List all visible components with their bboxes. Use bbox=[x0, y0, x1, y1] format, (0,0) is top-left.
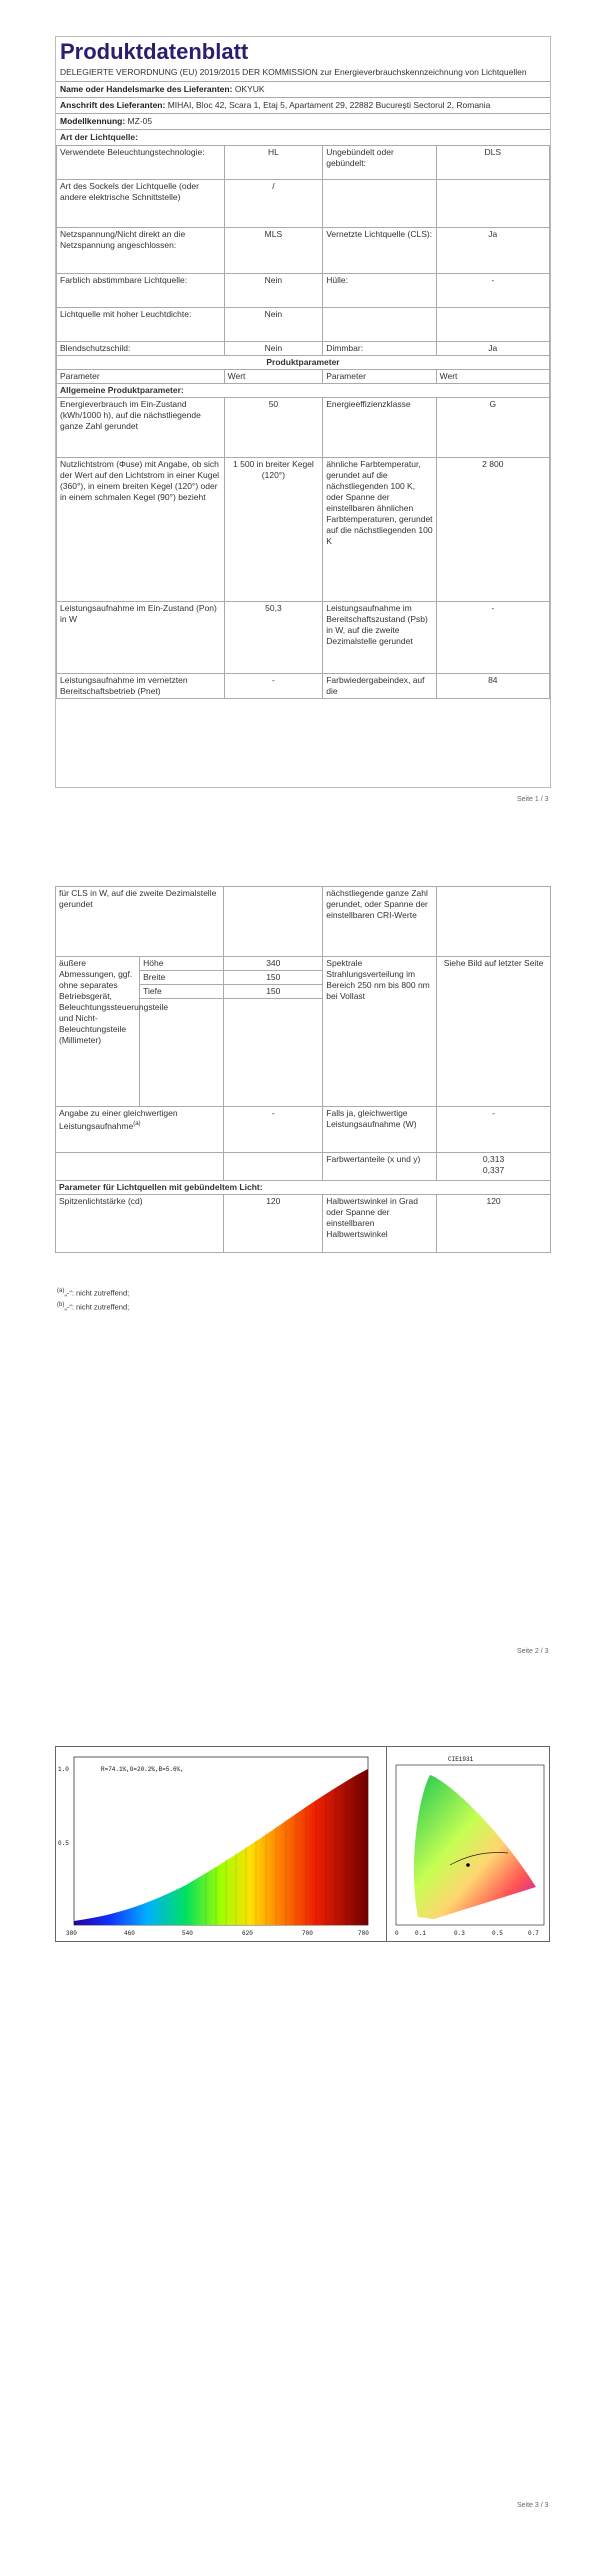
table-cell: - bbox=[437, 1107, 551, 1153]
table-cell: Energieeffizienzklasse bbox=[323, 398, 436, 458]
table-cell: Nein bbox=[224, 274, 323, 308]
x-tick-label: 700 bbox=[302, 1930, 313, 1937]
table-row bbox=[57, 674, 550, 699]
light-source-section: Art der Lichtquelle: bbox=[56, 129, 550, 145]
table-cell: 50 bbox=[224, 398, 323, 458]
cie-tick: 0.7 bbox=[528, 1930, 539, 1937]
table-row bbox=[57, 308, 550, 342]
cie-tick: 0 bbox=[395, 1930, 399, 1937]
address-row bbox=[56, 97, 550, 113]
table-cell: Ja bbox=[436, 228, 549, 274]
table-cell: Nutzlichtstrom (Φuse) mit Angabe, ob sich der Wert auf den Lichtstrom in einer Kugel (360°), in einem breiten Kegel (120°) oder in einem schmalen Kegel (90°) bezieht bbox=[57, 458, 225, 602]
table-row bbox=[56, 1181, 551, 1195]
table-row bbox=[57, 274, 550, 308]
table-cell bbox=[436, 180, 549, 228]
x-tick-label: 780 bbox=[358, 1930, 369, 1937]
table-row bbox=[57, 146, 550, 180]
table-cell: Siehe Bild auf letzter Seite bbox=[437, 957, 551, 1107]
table-cell: G bbox=[436, 398, 549, 458]
table-cell: 2 800 bbox=[436, 458, 549, 602]
table-cell: - bbox=[224, 674, 323, 699]
cie-title: CIE1931 bbox=[448, 1756, 474, 1763]
x-tick-label: 620 bbox=[242, 1930, 253, 1937]
table-cell: für CLS in W, auf die zweite Dezimalstelle gerundet bbox=[56, 887, 224, 957]
table-row bbox=[57, 384, 550, 398]
dim-key: Tiefe bbox=[140, 985, 224, 999]
table-cell: Blendschutzschild: bbox=[57, 342, 225, 356]
table-cell: Hülle: bbox=[323, 274, 436, 308]
figure-divider bbox=[386, 1747, 387, 1941]
table-cell: Nein bbox=[224, 308, 323, 342]
continuation-table bbox=[55, 886, 551, 1253]
table-cell bbox=[323, 180, 436, 228]
dim-key: Breite bbox=[140, 971, 224, 985]
model-label: Modellkennung: bbox=[60, 116, 126, 126]
model-row bbox=[56, 113, 550, 129]
table-cell: äußere Abmessungen, ggf. ohne separates Betriebsgerät, Beleuchtungssteuerungsteile und Nicht-Beleuchtungsteile (Millimeter) bbox=[56, 957, 140, 1107]
cie-horseshoe bbox=[414, 1775, 536, 1919]
supplier-row bbox=[56, 81, 550, 97]
x-tick-label: 380 bbox=[66, 1930, 77, 1937]
table-cell bbox=[224, 1153, 323, 1181]
table-cell: nächstliegende ganze Zahl gerundet, oder Spanne der einstellbaren CRI-Werte bbox=[323, 887, 437, 957]
page-number: Seite 2 / 3 bbox=[517, 1648, 549, 1655]
address-label: Anschrift des Lieferanten: bbox=[60, 100, 166, 110]
table-row bbox=[57, 398, 550, 458]
table-cell: 1 500 in breiter Kegel (120°) bbox=[224, 458, 323, 602]
table-cell: Angabe zu einer gleichwertigen Leistungsaufnahme$^{(a)}$ bbox=[56, 1107, 224, 1153]
table-row bbox=[57, 356, 550, 370]
table-cell: 84 bbox=[436, 674, 549, 699]
footnote-b: $^{(b)}$„-“: nicht zutreffend; bbox=[57, 1302, 130, 1312]
dls-section-title: Parameter für Lichtquellen mit gebündeltem Licht: bbox=[56, 1181, 551, 1195]
table-cell bbox=[323, 308, 436, 342]
table-cell: Ungebündelt oder gebündelt: bbox=[323, 146, 436, 180]
table-cell: Farbwiedergabeindex, auf die bbox=[323, 674, 436, 699]
table-cell: Farblich abstimmbare Lichtquelle: bbox=[57, 274, 225, 308]
table-cell: Dimmbar: bbox=[323, 342, 436, 356]
table-cell: Spitzenlichtstärke (cd) bbox=[56, 1195, 224, 1253]
table-cell: Verwendete Beleuchtungstechnologie: bbox=[57, 146, 225, 180]
table-cell: Leistungsaufnahme im Ein-Zustand (Pon) in W bbox=[57, 602, 225, 674]
color-y-value: 0,337 bbox=[482, 1165, 505, 1175]
supplier-label: Name oder Handelsmarke des Lieferanten: bbox=[60, 84, 233, 94]
color-x-value: 0,313 bbox=[482, 1154, 505, 1164]
table-cell bbox=[437, 1153, 551, 1181]
footnote-a: $^{(a)}$„-“: nicht zutreffend; bbox=[57, 1288, 130, 1298]
table-cell bbox=[437, 887, 551, 957]
table-cell: - bbox=[224, 1107, 323, 1153]
cie-tick: 0.1 bbox=[415, 1930, 426, 1937]
table-row bbox=[56, 957, 551, 971]
column-header: Parameter bbox=[57, 370, 225, 384]
light-source-table bbox=[56, 145, 550, 699]
dim-value: 150 bbox=[224, 985, 323, 999]
dim-value: 340 bbox=[224, 957, 323, 971]
table-cell: Ja bbox=[436, 342, 549, 356]
table-row bbox=[57, 342, 550, 356]
rgb-note: R=74.1%,G=20.2%,B=5.6%, bbox=[101, 1766, 184, 1773]
page-number: Seite 3 / 3 bbox=[517, 2502, 549, 2509]
y-tick-label: 1.0 bbox=[58, 1766, 69, 1773]
table-row bbox=[56, 1195, 551, 1253]
table-row bbox=[57, 180, 550, 228]
params-section-title: Produktparameter bbox=[57, 356, 550, 370]
cie-diagram bbox=[388, 1747, 550, 1941]
dim-key: Höhe bbox=[140, 957, 224, 971]
table-cell: Spektrale Strahlungsverteilung im Bereich 250 nm bis 800 nm bei Vollast bbox=[323, 957, 437, 1107]
datasheet-page-1 bbox=[55, 36, 551, 788]
table-cell: DLS bbox=[436, 146, 549, 180]
table-cell: Halbwertswinkel in Grad oder Spanne der einstellbaren Halbwertswinkel bbox=[323, 1195, 437, 1253]
supplier-value: OKYUK bbox=[234, 84, 265, 94]
column-header: Wert bbox=[436, 370, 549, 384]
y-tick-label: 0.5 bbox=[58, 1840, 69, 1847]
datasheet-page-2 bbox=[55, 886, 551, 1253]
spectrum-curve bbox=[74, 1769, 368, 1925]
table-cell: 120 bbox=[437, 1195, 551, 1253]
table-cell bbox=[224, 887, 323, 957]
spectrum-figure-frame bbox=[55, 1746, 550, 1942]
table-cell: Art des Sockels der Lichtquelle (oder andere elektrische Schnittstelle) bbox=[57, 180, 225, 228]
regulation-subtitle: DELEGIERTE VERORDNUNG (EU) 2019/2015 DER KOMMISSION zur Energieverbrauchskennzeichnung von Lichtquellen bbox=[60, 67, 527, 77]
address-value: MIHAI, Bloc 42, Scara 1, Etaj 5, Apartament 29, 22882 București Sectorul 2, Romania bbox=[167, 100, 491, 110]
table-cell: ähnliche Farbtemperatur, gerundet auf die nächstliegenden 100 K, oder Spanne der einstellbaren ähnlichen Farbtemperaturen, gerundet auf die nächstliegenden 100 K bbox=[323, 458, 436, 602]
table-cell: 50,3 bbox=[224, 602, 323, 674]
table-cell: - bbox=[436, 602, 549, 674]
table-cell: - bbox=[436, 274, 549, 308]
cie-tick: 0.5 bbox=[492, 1930, 503, 1937]
table-cell: Falls ja, gleichwertige Leistungsaufnahme (W) bbox=[323, 1107, 437, 1153]
table-cell bbox=[140, 999, 224, 1107]
table-cell bbox=[56, 1153, 224, 1181]
page-title: Produktdatenblatt bbox=[60, 39, 249, 64]
column-header: Wert bbox=[224, 370, 323, 384]
white-point bbox=[466, 1863, 470, 1867]
table-row bbox=[56, 887, 551, 957]
page-number: Seite 1 / 3 bbox=[517, 796, 549, 803]
table-cell: / bbox=[224, 180, 323, 228]
table-cell: Energieverbrauch im Ein-Zustand (kWh/1000 h), auf die nächstliegende ganze Zahl gerundet bbox=[57, 398, 225, 458]
table-header-row bbox=[57, 370, 550, 384]
x-tick-label: 540 bbox=[182, 1930, 193, 1937]
table-cell: Farbwertanteile (x und y) bbox=[323, 1153, 437, 1181]
table-cell bbox=[224, 999, 323, 1107]
column-header: Parameter bbox=[323, 370, 436, 384]
x-tick-label: 460 bbox=[124, 1930, 135, 1937]
table-row bbox=[56, 1107, 551, 1153]
table-row bbox=[57, 228, 550, 274]
table-cell bbox=[436, 308, 549, 342]
model-value: MZ-05 bbox=[127, 116, 153, 126]
table-row bbox=[57, 602, 550, 674]
table-cell: 120 bbox=[224, 1195, 323, 1253]
table-cell: Netzspannung/Nicht direkt an die Netzspannung angeschlossen: bbox=[57, 228, 225, 274]
table-cell: Lichtquelle mit hoher Leuchtdichte: bbox=[57, 308, 225, 342]
cie-tick: 0.3 bbox=[454, 1930, 465, 1937]
table-cell: Nein bbox=[224, 342, 323, 356]
dim-value: 150 bbox=[224, 971, 323, 985]
table-row bbox=[57, 458, 550, 602]
table-cell: HL bbox=[224, 146, 323, 180]
table-cell: Vernetzte Lichtquelle (CLS): bbox=[323, 228, 436, 274]
table-cell: Leistungsaufnahme im Bereitschaftszustand (Psb) in W, auf die zweite Dezimalstelle gerundet bbox=[323, 602, 436, 674]
table-cell: Leistungsaufnahme im vernetzten Bereitschaftsbetrieb (Pnet) bbox=[57, 674, 225, 699]
table-row bbox=[56, 1153, 551, 1181]
table-cell: MLS bbox=[224, 228, 323, 274]
general-params-title: Allgemeine Produktparameter: bbox=[57, 384, 550, 398]
spectrum-chart bbox=[56, 1747, 386, 1941]
